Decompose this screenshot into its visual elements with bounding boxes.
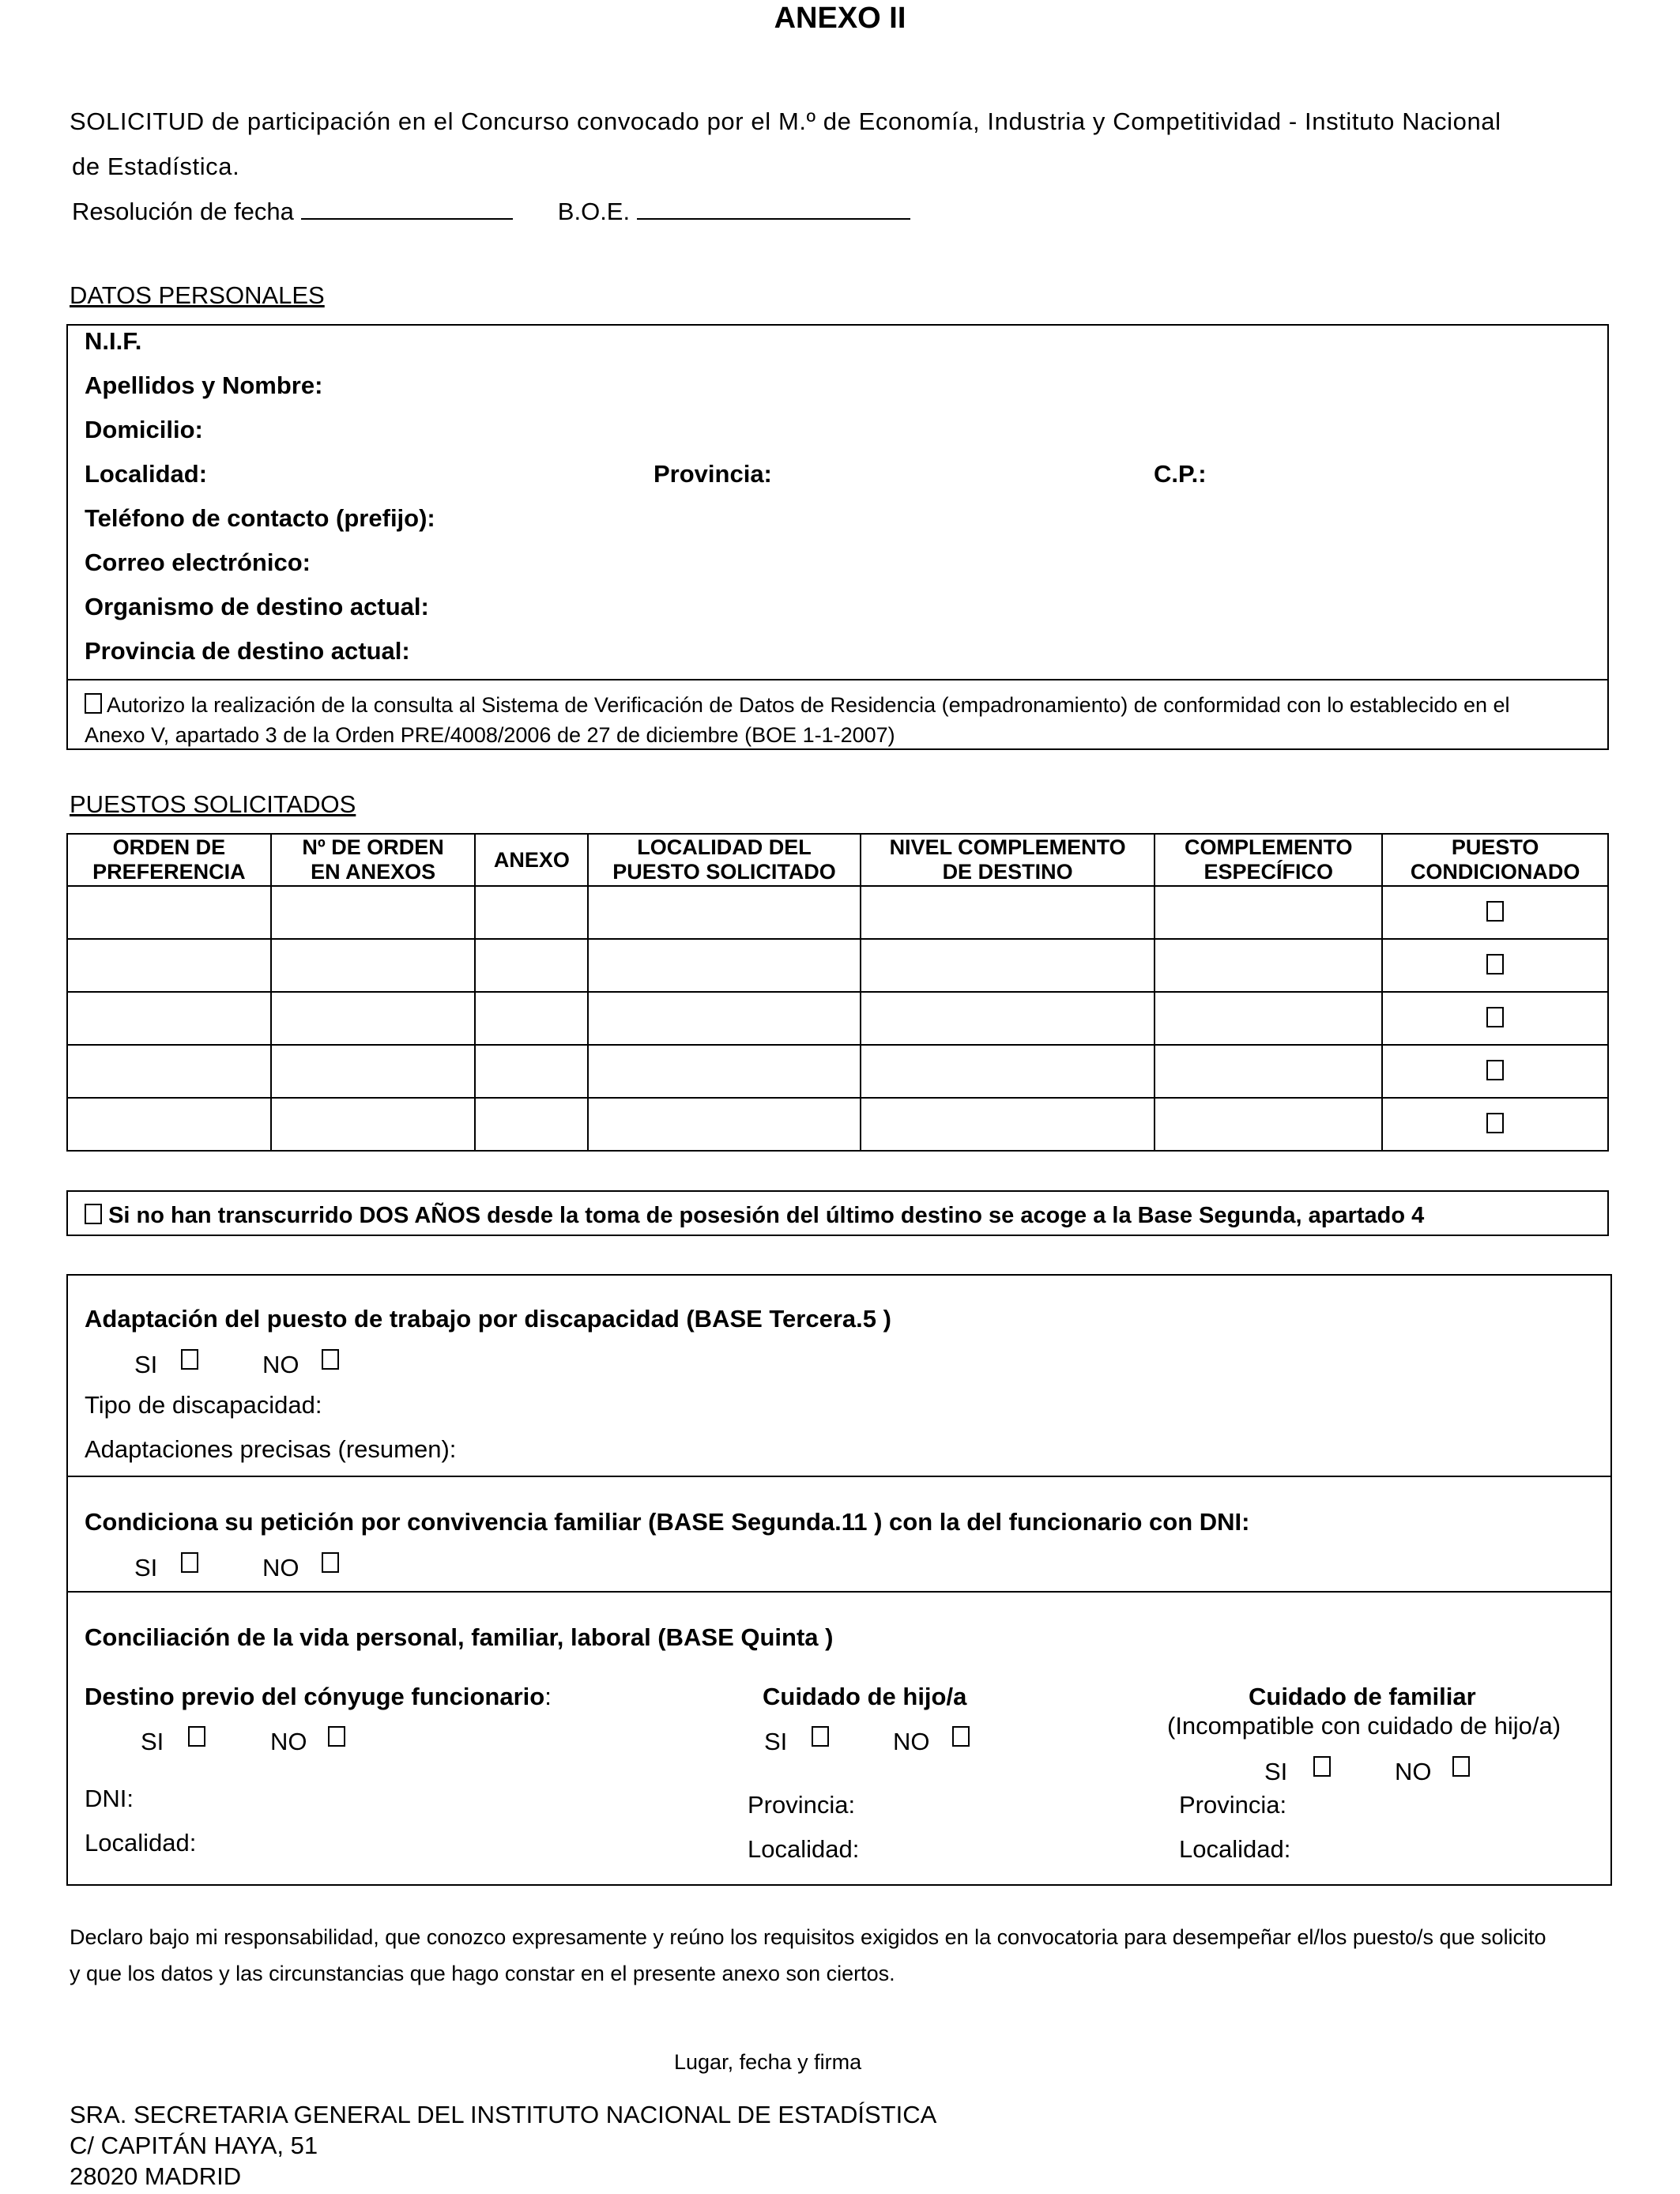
resolucion-label: Resolución de fecha	[72, 198, 294, 225]
conyuge-localidad-label: Localidad:	[85, 1829, 197, 1857]
firma-label: Lugar, fecha y firma	[674, 2050, 862, 2074]
provincia-label: Provincia:	[654, 460, 772, 488]
col-localidad: LOCALIDAD DEL PUESTO SOLICITADO	[588, 834, 861, 886]
convivencia-si-label: SI	[134, 1554, 158, 1581]
telefono-label: Teléfono de contacto (prefijo):	[85, 504, 435, 532]
convivencia-no-label: NO	[262, 1554, 299, 1581]
table-cell[interactable]	[475, 1045, 588, 1098]
adaptaciones-label: Adaptaciones precisas (resumen):	[85, 1435, 457, 1463]
destinatario-line-2: C/ CAPITÁN HAYA, 51	[70, 2132, 318, 2159]
domicilio-label: Domicilio:	[85, 416, 203, 443]
cp-label: C.P.:	[1154, 460, 1207, 488]
table-cell[interactable]	[67, 992, 271, 1045]
col-complemento-especifico: COMPLEMENTO ESPECÍFICO	[1155, 834, 1382, 886]
autorizo-row	[85, 693, 1510, 718]
table-cell[interactable]	[475, 886, 588, 939]
condicionado-checkbox[interactable]	[1486, 1113, 1504, 1133]
autorizo-text-1: Autorizo la realización de la consulta al Sistema de Verificación de Datos de Residencia (empadronamiento) de conformidad con lo establecido en el	[107, 693, 1510, 717]
page-title: ANEXO II	[774, 2, 906, 35]
col-anexo: ANEXO	[475, 834, 588, 886]
table-cell[interactable]	[588, 886, 861, 939]
hijo-title: Cuidado de hijo/a	[763, 1683, 967, 1710]
familiar-localidad-label: Localidad:	[1179, 1835, 1291, 1863]
table-cell[interactable]	[271, 939, 476, 992]
adaptacion-si-label: SI	[134, 1351, 158, 1378]
table-cell[interactable]	[475, 939, 588, 992]
convivencia-si-checkbox[interactable]	[181, 1552, 198, 1573]
hijo-no-label: NO	[893, 1728, 930, 1755]
table-cell[interactable]	[271, 1098, 476, 1151]
dos-anos-text: Si no han transcurrido DOS AÑOS desde la toma de posesión del último destino se acoge a la Base Segunda, apartado 4	[108, 1203, 1425, 1228]
table-cell[interactable]	[271, 1045, 476, 1098]
col-orden-preferencia: ORDEN DE PREFERENCIA	[67, 834, 271, 886]
hijo-provincia-label: Provincia:	[748, 1791, 856, 1819]
conyuge-title: Destino previo del cónyuge funcionario:	[85, 1683, 552, 1710]
divider	[66, 1591, 1612, 1593]
table-cell[interactable]	[861, 992, 1155, 1045]
datos-personales-heading: DATOS PERSONALES	[70, 281, 325, 309]
autorizo-text-2: Anexo V, apartado 3 de la Orden PRE/4008/2006 de 27 de diciembre (BOE 1-1-2007)	[85, 723, 895, 747]
puestos-heading: PUESTOS SOLICITADOS	[70, 790, 356, 818]
familiar-no-label: NO	[1395, 1758, 1432, 1785]
adaptacion-no-checkbox[interactable]	[322, 1349, 339, 1370]
nif-label: N.I.F.	[85, 327, 142, 355]
convivencia-no-checkbox[interactable]	[322, 1552, 339, 1573]
divider	[66, 1476, 1612, 1477]
correo-label: Correo electrónico:	[85, 548, 311, 576]
divider	[66, 679, 1609, 680]
table-cell[interactable]	[1155, 992, 1382, 1045]
table-row	[67, 939, 1608, 992]
declaracion-line-1: Declaro bajo mi responsabilidad, que conozco expresamente y reúno los requisitos exigidos en la convocatoria para desempeñar el/los puesto/s que solicito	[70, 1925, 1546, 1949]
adaptacion-si-checkbox[interactable]	[181, 1349, 198, 1370]
conciliacion-title: Conciliación de la vida personal, familiar, laboral (BASE Quinta )	[85, 1623, 834, 1651]
table-cell	[1382, 886, 1608, 939]
adaptacion-no-label: NO	[262, 1351, 299, 1378]
localidad-label: Localidad:	[85, 460, 208, 488]
table-cell[interactable]	[1155, 1098, 1382, 1151]
conyuge-dni-label: DNI:	[85, 1785, 134, 1812]
table-cell[interactable]	[1155, 886, 1382, 939]
declaracion-line-2: y que los datos y las circunstancias que hago constar en el presente anexo son ciertos.	[70, 1962, 895, 1985]
conyuge-si-checkbox[interactable]	[188, 1726, 205, 1747]
hijo-si-checkbox[interactable]	[812, 1726, 829, 1747]
familiar-subtitle: (Incompatible con cuidado de hijo/a)	[1167, 1712, 1561, 1740]
table-cell[interactable]	[67, 1098, 271, 1151]
familiar-provincia-label: Provincia:	[1179, 1791, 1287, 1819]
table-cell	[1382, 1045, 1608, 1098]
table-cell[interactable]	[861, 1045, 1155, 1098]
familiar-title: Cuidado de familiar	[1249, 1683, 1476, 1710]
puestos-table	[66, 833, 1609, 1152]
adaptacion-title: Adaptación del puesto de trabajo por discapacidad (BASE Tercera.5 )	[85, 1305, 891, 1333]
col-puesto-condicionado: PUESTO CONDICIONADO	[1382, 834, 1608, 886]
intro-line-1: SOLICITUD de participación en el Concurso convocado por el M.º de Economía, Industria y Competitividad - Instituto Nacional	[70, 107, 1501, 135]
table-cell[interactable]	[271, 992, 476, 1045]
table-cell	[1382, 1098, 1608, 1151]
table-cell[interactable]	[475, 992, 588, 1045]
table-cell	[1382, 939, 1608, 992]
tipo-discapacidad-label: Tipo de discapacidad:	[85, 1391, 322, 1419]
hijo-si-label: SI	[764, 1728, 788, 1755]
table-row	[67, 1045, 1608, 1098]
apellidos-label: Apellidos y Nombre:	[85, 371, 323, 399]
table-cell	[1382, 992, 1608, 1045]
dos-anos-checkbox[interactable]	[85, 1204, 102, 1224]
table-row	[67, 886, 1608, 939]
destinatario-line-1: SRA. SECRETARIA GENERAL DEL INSTITUTO NACIONAL DE ESTADÍSTICA	[70, 2101, 937, 2128]
table-cell[interactable]	[1155, 1045, 1382, 1098]
intro-line-2: de Estadística.	[72, 153, 240, 180]
resolucion-date-field[interactable]	[301, 198, 513, 220]
provincia-destino-label: Provincia de destino actual:	[85, 637, 410, 665]
hijo-no-checkbox[interactable]	[952, 1726, 970, 1747]
table-cell[interactable]	[67, 939, 271, 992]
table-cell[interactable]	[588, 992, 861, 1045]
table-cell[interactable]	[67, 886, 271, 939]
convivencia-title: Condiciona su petición por convivencia familiar (BASE Segunda.11 ) con la del funcionario con DNI:	[85, 1508, 1250, 1536]
organismo-label: Organismo de destino actual:	[85, 593, 429, 620]
conyuge-no-label: NO	[270, 1728, 307, 1755]
table-cell[interactable]	[861, 1098, 1155, 1151]
condicionado-checkbox[interactable]	[1486, 954, 1504, 974]
destinatario-line-3: 28020 MADRID	[70, 2162, 242, 2190]
table-row	[67, 1098, 1608, 1151]
conyuge-si-label: SI	[141, 1728, 164, 1755]
table-cell[interactable]	[861, 886, 1155, 939]
condicionado-checkbox[interactable]	[1486, 1007, 1504, 1027]
condicionado-checkbox[interactable]	[1486, 901, 1504, 922]
familiar-si-checkbox[interactable]	[1313, 1756, 1331, 1777]
table-cell[interactable]	[588, 1098, 861, 1151]
table-cell[interactable]	[588, 1045, 861, 1098]
table-cell[interactable]	[1155, 939, 1382, 992]
table-cell[interactable]	[67, 1045, 271, 1098]
col-orden-anexos: Nº DE ORDEN EN ANEXOS	[271, 834, 476, 886]
condicionado-checkbox[interactable]	[1486, 1060, 1504, 1080]
puestos-header-row	[67, 834, 1608, 886]
col-nivel-complemento: NIVEL COMPLEMENTO DE DESTINO	[861, 834, 1155, 886]
table-cell[interactable]	[475, 1098, 588, 1151]
conyuge-no-checkbox[interactable]	[328, 1726, 345, 1747]
autorizo-checkbox[interactable]	[85, 693, 102, 714]
dos-anos-row	[85, 1203, 1424, 1229]
familiar-no-checkbox[interactable]	[1452, 1756, 1470, 1777]
table-cell[interactable]	[588, 939, 861, 992]
resolucion-row	[72, 198, 910, 226]
hijo-localidad-label: Localidad:	[748, 1835, 860, 1863]
table-cell[interactable]	[861, 939, 1155, 992]
familiar-si-label: SI	[1264, 1758, 1288, 1785]
table-cell[interactable]	[271, 886, 476, 939]
boe-label: B.O.E.	[557, 198, 631, 225]
table-row	[67, 992, 1608, 1045]
boe-field[interactable]	[637, 198, 910, 220]
